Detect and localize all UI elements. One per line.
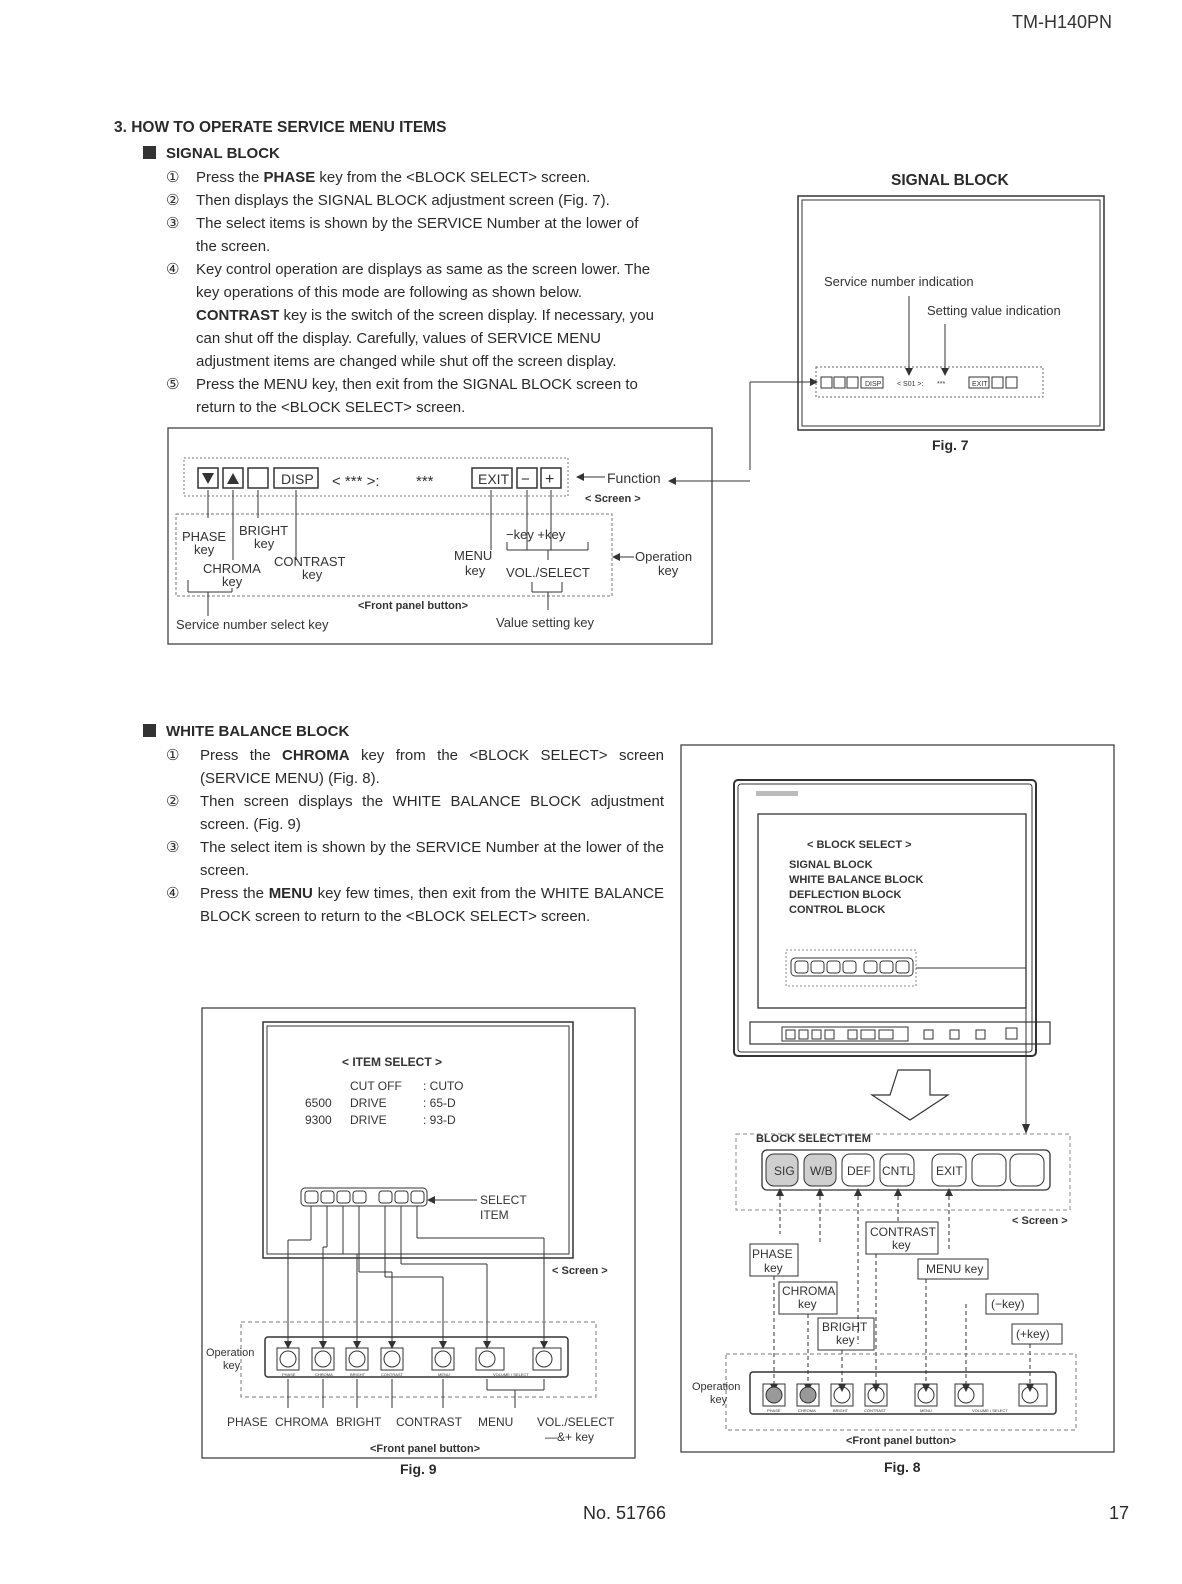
row-item: DRIVE bbox=[350, 1096, 387, 1110]
fig8-caption: Fig. 8 bbox=[884, 1459, 921, 1475]
menu-item-signal: SIGNAL BLOCK bbox=[789, 859, 873, 871]
service-field: < *** >: bbox=[332, 473, 380, 490]
service-select-label: Service number select key bbox=[176, 617, 329, 632]
btn-label-bright: BRIGHT bbox=[350, 1372, 366, 1377]
step-5 bbox=[166, 373, 663, 419]
btn-label-menu: MENU bbox=[920, 1408, 932, 1413]
bullet-icon bbox=[143, 724, 156, 737]
menu-key-sub: key bbox=[465, 563, 486, 578]
key-cntl: CNTL bbox=[882, 1164, 914, 1178]
stars-label: *** bbox=[937, 381, 946, 388]
fig7-caption: Fig. 7 bbox=[932, 437, 969, 453]
operation-key-sub: key bbox=[658, 563, 679, 578]
step-number: ② bbox=[166, 793, 180, 810]
s01-label: < S01 >: bbox=[897, 381, 924, 388]
step-2 bbox=[166, 189, 663, 212]
front-panel-label: <Front panel button> bbox=[370, 1443, 480, 1455]
value-setting-label: Value setting key bbox=[496, 615, 595, 630]
fig7-title: SIGNAL BLOCK bbox=[891, 172, 1009, 189]
contrast-key-label: CONTRAST bbox=[870, 1225, 936, 1239]
step-4 bbox=[166, 258, 663, 373]
chroma-key-sub: key bbox=[798, 1297, 817, 1311]
heading-text: SIGNAL BLOCK bbox=[166, 145, 280, 162]
menu-item-deflection: DEFLECTION BLOCK bbox=[789, 889, 902, 901]
signal-block-steps bbox=[166, 166, 663, 419]
btn-label-volume: VOLUME / SELECT bbox=[493, 1372, 529, 1377]
contrast-key-sub: key bbox=[302, 567, 323, 582]
bullet-icon bbox=[143, 146, 156, 159]
key-sig: SIG bbox=[774, 1164, 795, 1178]
key-wb: W/B bbox=[810, 1164, 833, 1178]
contrast-key-label: CONTRAST bbox=[274, 554, 346, 569]
phase-key-label: PHASE bbox=[182, 529, 227, 544]
front-panel-label: <Front panel button> bbox=[358, 600, 468, 612]
step-number: ① bbox=[166, 169, 180, 186]
chroma-key-label: CHROMA bbox=[782, 1284, 836, 1298]
step-text: Press the bbox=[196, 169, 264, 186]
step-text: key from the <BLOCK SELECT> screen. bbox=[315, 169, 591, 186]
operation-key-label: Operation bbox=[206, 1347, 255, 1359]
btn-label-volume: VOLUME / SELECT bbox=[972, 1408, 1008, 1413]
operation-key-label: Operation bbox=[692, 1381, 741, 1393]
step-text: key few times, then exit from the WHITE BALANCE BLOCK screen to return to the <BLOCK SELECT> screen. bbox=[200, 885, 664, 925]
item-row bbox=[305, 1096, 456, 1110]
operation-key-sub: key bbox=[710, 1394, 728, 1406]
bright-key-sub: key bbox=[836, 1333, 855, 1347]
screen-label: < Screen > bbox=[1012, 1215, 1068, 1227]
section-title: 3. HOW TO OPERATE SERVICE MENU ITEMS bbox=[114, 119, 447, 136]
setting-value-indication: Setting value indication bbox=[927, 303, 1061, 318]
chroma-key-label: CHROMA bbox=[203, 561, 261, 576]
disp-label: DISP bbox=[865, 381, 882, 388]
fig7-diagram bbox=[740, 190, 1120, 470]
step-3 bbox=[166, 836, 664, 882]
menu-item-white-balance: WHITE BALANCE BLOCK bbox=[789, 874, 924, 886]
minus-plus-key-label: —&+ key bbox=[545, 1430, 595, 1444]
value-field: *** bbox=[416, 473, 434, 490]
key-name: CONTRAST bbox=[196, 307, 280, 324]
heading-text: WHITE BALANCE BLOCK bbox=[166, 723, 350, 740]
disp-button-label: DISP bbox=[281, 471, 314, 487]
minus-plus-key-label: −key +key bbox=[506, 527, 566, 542]
document-number: No. 51766 bbox=[583, 1503, 667, 1523]
menu-item-control: CONTROL BLOCK bbox=[789, 904, 886, 916]
step-number: ⑤ bbox=[166, 376, 180, 393]
exit-button-label: EXIT bbox=[478, 471, 510, 487]
block-select-title: < BLOCK SELECT > bbox=[807, 839, 912, 851]
operation-key-label: Operation bbox=[635, 549, 693, 564]
select-item-label-2: ITEM bbox=[480, 1208, 509, 1222]
step-text: Then displays the SIGNAL BLOCK adjustment screen (Fig. 7). bbox=[196, 192, 610, 209]
step-number: ① bbox=[166, 747, 180, 764]
white-balance-steps bbox=[166, 744, 664, 928]
step-number: ③ bbox=[166, 215, 180, 232]
plus-key-label: (+key) bbox=[1016, 1327, 1050, 1341]
item-row bbox=[350, 1079, 463, 1093]
white-balance-heading bbox=[143, 723, 349, 740]
step-text: Press the MENU key, then exit from the SIGNAL BLOCK screen to return to the <BLOCK SELECT> screen. bbox=[196, 376, 638, 416]
btn-label-contrast: CONTRAST bbox=[864, 1408, 886, 1413]
screen-label: < Screen > bbox=[585, 493, 641, 505]
menu-key-label: MENU key bbox=[926, 1262, 984, 1276]
step-text: Press the bbox=[200, 747, 283, 764]
signal-block-heading bbox=[143, 145, 280, 162]
row-value: : 93-D bbox=[423, 1113, 456, 1127]
btn-label-bright: BRIGHT bbox=[833, 1408, 849, 1413]
step-text: key is the switch of the screen display. If necessary, you can shut off the display. Carefully, values of SERVICE MENU adjustment items are changed while shut off the screen display. bbox=[196, 307, 654, 370]
menu-key-label: MENU bbox=[454, 548, 493, 563]
service-number-indication: Service number indication bbox=[824, 274, 974, 289]
step-number: ④ bbox=[166, 261, 180, 278]
btn-label-chroma: CHROMA bbox=[315, 1372, 333, 1377]
keymap-diagram bbox=[160, 420, 760, 650]
fig9-caption: Fig. 9 bbox=[400, 1461, 437, 1477]
front-panel-label: <Front panel button> bbox=[846, 1435, 956, 1447]
key-name: MENU bbox=[268, 885, 313, 902]
step-text: Press the bbox=[200, 885, 269, 902]
bottom-label-volselect: VOL./SELECT bbox=[537, 1415, 615, 1429]
block-select-item-label: BLOCK SELECT ITEM bbox=[756, 1133, 871, 1145]
row-temp: 9300 bbox=[305, 1113, 332, 1127]
page-number: 17 bbox=[1109, 1503, 1130, 1523]
chroma-key-sub: key bbox=[222, 574, 243, 589]
step-1 bbox=[166, 166, 663, 189]
minus-key-label: (−key) bbox=[991, 1297, 1025, 1311]
step-3 bbox=[166, 212, 663, 258]
btn-label-menu: MENU bbox=[438, 1372, 450, 1377]
row-value: : CUTO bbox=[423, 1079, 464, 1093]
plus-label: + bbox=[545, 471, 555, 488]
row-temp: 6500 bbox=[305, 1096, 332, 1110]
btn-label-phase: PHASE bbox=[767, 1408, 781, 1413]
bright-key-sub: key bbox=[254, 536, 275, 551]
screen-label: < Screen > bbox=[552, 1265, 608, 1277]
step-number: ③ bbox=[166, 839, 180, 856]
btn-label-phase: PHASE bbox=[282, 1372, 296, 1377]
function-label: Function bbox=[607, 470, 661, 486]
btn-label-contrast: CONTRAST bbox=[381, 1372, 403, 1377]
exit-label: EXIT bbox=[972, 381, 988, 388]
key-name: CHROMA bbox=[282, 747, 350, 764]
item-select-title: < ITEM SELECT > bbox=[342, 1055, 443, 1069]
key-def: DEF bbox=[847, 1164, 871, 1178]
row-value: : 65-D bbox=[423, 1096, 456, 1110]
step-text: The select item is shown by the SERVICE Number at the lower of the screen. bbox=[200, 839, 664, 879]
bright-key-label: BRIGHT bbox=[239, 523, 289, 538]
bottom-label-menu: MENU bbox=[478, 1415, 514, 1429]
item-row bbox=[305, 1113, 456, 1127]
fig8-diagram bbox=[680, 744, 1122, 1456]
bottom-label-chroma: CHROMA bbox=[275, 1415, 329, 1429]
row-item: DRIVE bbox=[350, 1113, 387, 1127]
step-number: ④ bbox=[166, 885, 180, 902]
bright-key-label: BRIGHT bbox=[822, 1320, 868, 1334]
model-number: TM-H140PN bbox=[1011, 12, 1112, 32]
fig9-diagram bbox=[195, 1004, 645, 1464]
key-name: PHASE bbox=[263, 169, 316, 186]
step-text: Key control operation are displays as same as the screen lower. The key operations of this mode are following as shown below. bbox=[196, 261, 651, 301]
bottom-label-contrast: CONTRAST bbox=[396, 1415, 462, 1429]
phase-key-label: PHASE bbox=[752, 1247, 793, 1261]
contrast-key-sub: key bbox=[892, 1238, 911, 1252]
phase-key-sub: key bbox=[194, 542, 215, 557]
step-4 bbox=[166, 882, 664, 928]
step-1 bbox=[166, 744, 664, 790]
key-exit: EXIT bbox=[936, 1164, 963, 1178]
step-number: ② bbox=[166, 192, 180, 209]
step-text: key from the <BLOCK SELECT> screen (SERVICE MENU) (Fig. 8). bbox=[200, 747, 665, 787]
row-item: CUT OFF bbox=[350, 1079, 402, 1093]
operation-key-sub: key bbox=[223, 1360, 241, 1372]
step-text: Then screen displays the WHITE BALANCE BLOCK adjustment screen. (Fig. 9) bbox=[200, 793, 664, 833]
bottom-label-phase: PHASE bbox=[227, 1415, 268, 1429]
phase-key-sub: key bbox=[764, 1261, 783, 1275]
step-text: The select items is shown by the SERVICE Number at the lower of the screen. bbox=[196, 215, 639, 255]
select-item-label: SELECT bbox=[480, 1193, 527, 1207]
minus-label: − bbox=[521, 471, 530, 488]
bottom-label-bright: BRIGHT bbox=[336, 1415, 382, 1429]
step-2 bbox=[166, 790, 664, 836]
vol-select-label: VOL./SELECT bbox=[506, 565, 590, 580]
btn-label-chroma: CHROMA bbox=[798, 1408, 816, 1413]
